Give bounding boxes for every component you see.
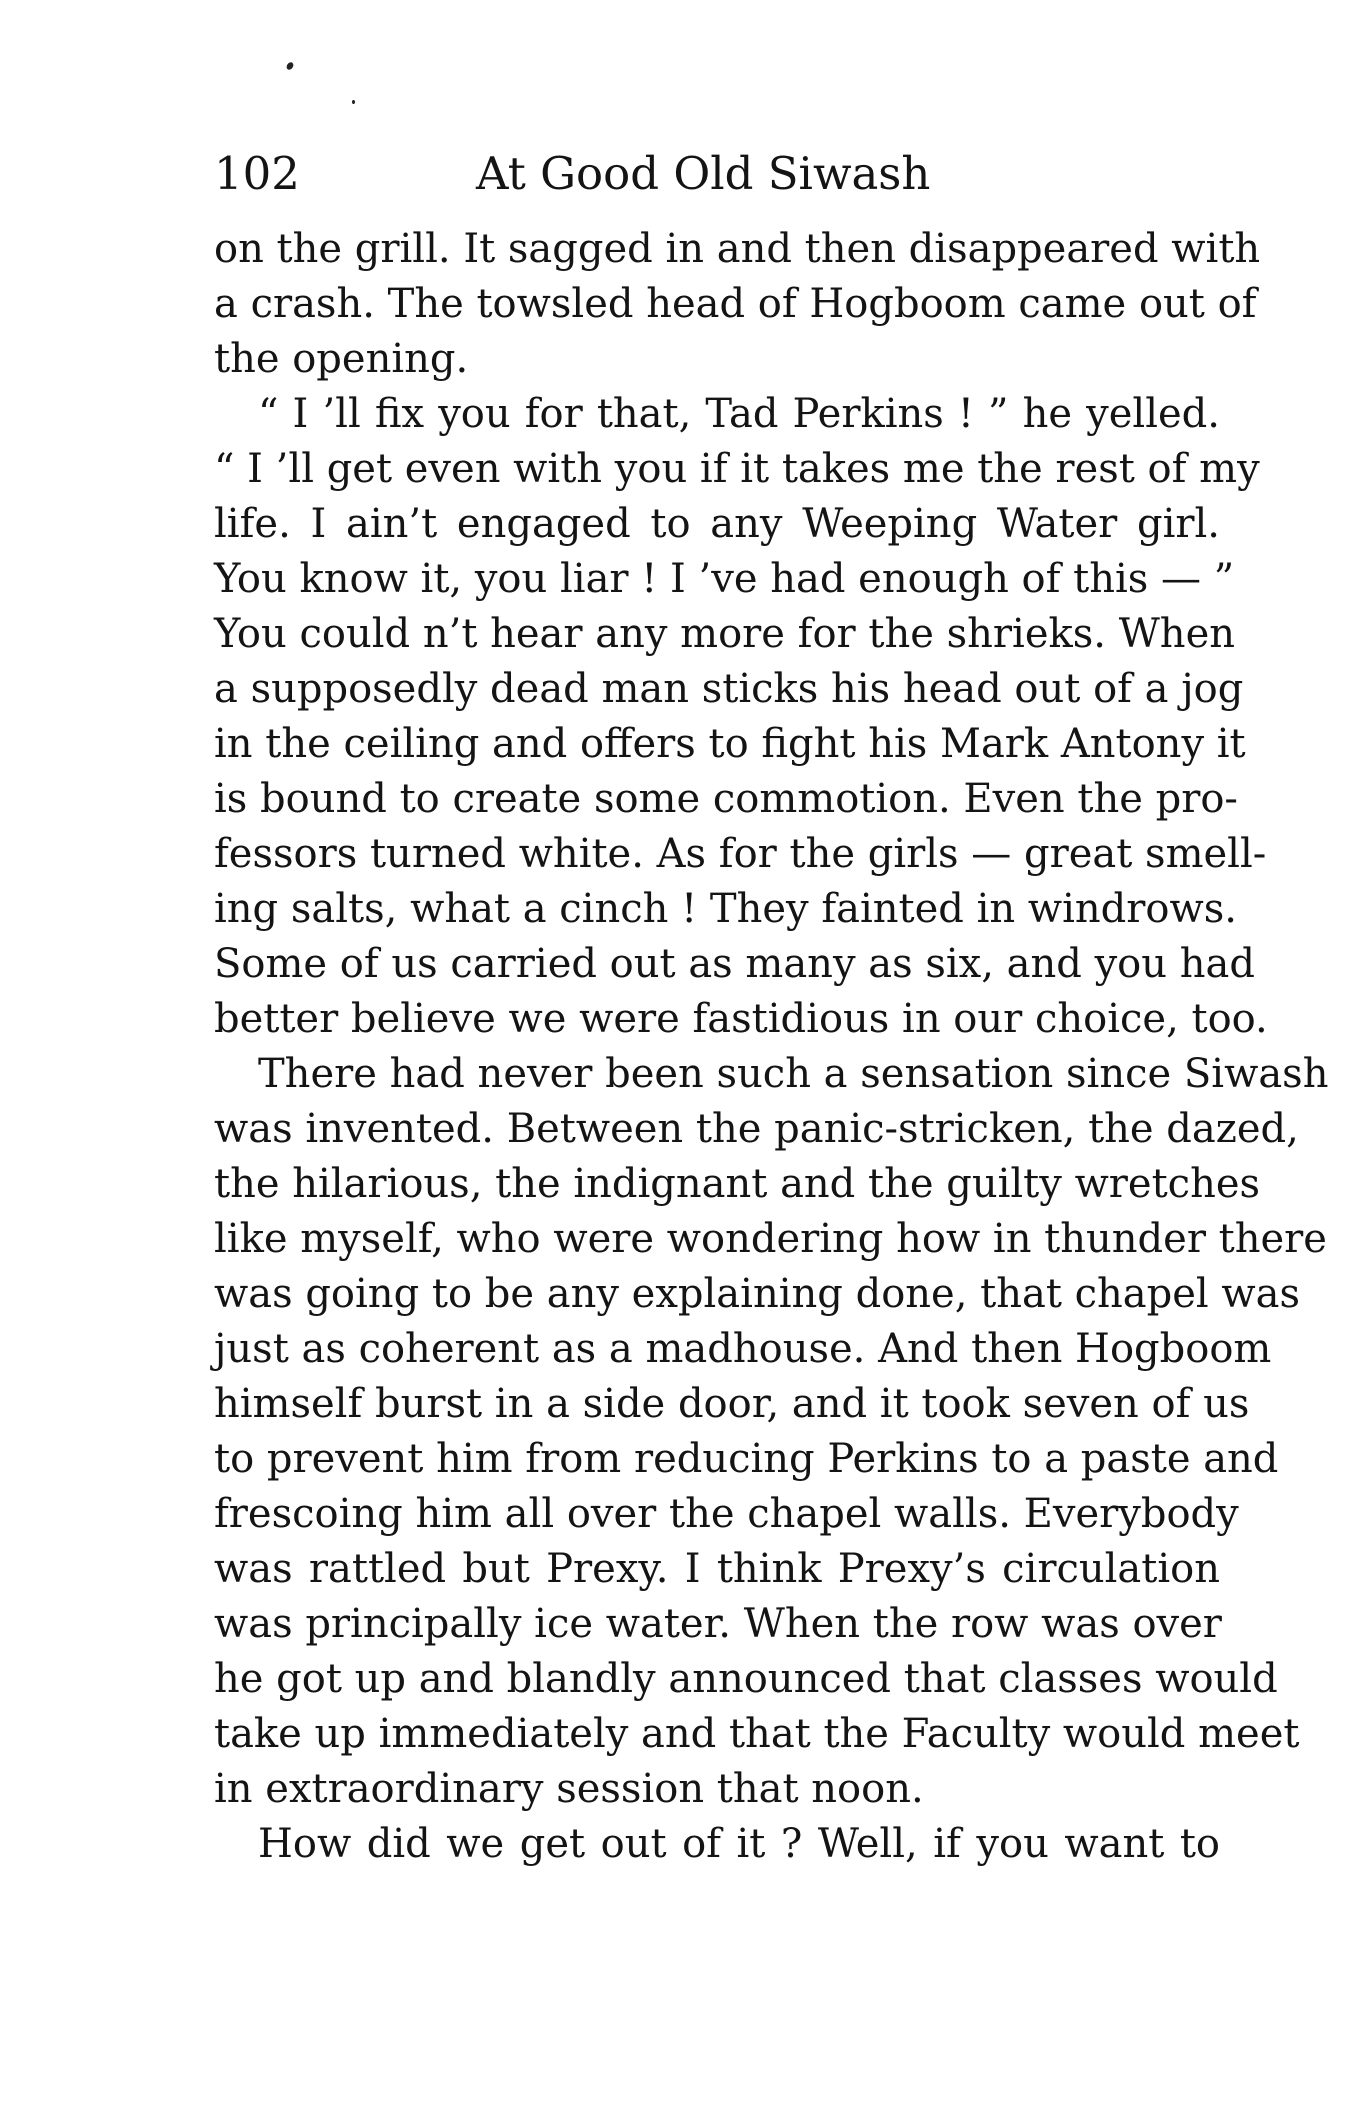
running-title: At Good Old Siwash	[476, 147, 931, 200]
text-line: better believe we were fastidious in our choice, too.	[214, 996, 1268, 1042]
text-line: take up immediately and that the Faculty would meet	[214, 1711, 1300, 1757]
text-line: is bound to create some commotion. Even the pro-	[214, 776, 1238, 822]
text-line: a supposedly dead man sticks his head out of a jog	[214, 666, 1244, 712]
text-line: was principally ice water. When the row was over	[214, 1601, 1222, 1647]
text-line: There had never been such a sensation since Siwash	[258, 1051, 1329, 1097]
text-line: was rattled but Prexy. I think Prexy’s circulation	[214, 1546, 1220, 1592]
ink-speck	[285, 61, 295, 71]
page-header	[214, 142, 1224, 206]
text-line: Some of us carried out as many as six, and you had	[214, 941, 1255, 987]
text-line: “ I ’ll get even with you if it takes me the rest of my	[214, 446, 1260, 492]
text-line: in extraordinary session that noon.	[214, 1766, 924, 1812]
text-line: was going to be any explaining done, that chapel was	[214, 1271, 1301, 1317]
ink-speck	[352, 100, 355, 104]
text-line: You could n’t hear any more for the shrieks. When	[214, 611, 1235, 657]
text-line: You know it, you liar ! I ’ve had enough of this — ”	[214, 556, 1235, 602]
text-line: himself burst in a side door, and it took seven of us	[214, 1381, 1250, 1427]
text-line: frescoing him all over the chapel walls. Everybody	[214, 1491, 1239, 1537]
text-line: on the grill. It sagged in and then disappeared with	[214, 226, 1261, 272]
text-line: life. I ain’t engaged to any Weeping Water girl.	[214, 501, 1220, 547]
text-line: the hilarious, the indignant and the guilty wretches	[214, 1161, 1261, 1207]
text-line: fessors turned white. As for the girls — great smell-	[214, 831, 1267, 877]
text-line: the opening.	[214, 336, 469, 382]
text-line: was invented. Between the panic-stricken, the dazed,	[214, 1106, 1299, 1152]
text-line: “ I ’ll fix you for that, Tad Perkins ! ” he yelled.	[258, 391, 1220, 437]
text-line: to prevent him from reducing Perkins to a paste and	[214, 1436, 1279, 1482]
page-number: 102	[214, 147, 300, 200]
text-line: like myself, who were wondering how in thunder there	[214, 1216, 1327, 1262]
text-line: just as coherent as a madhouse. And then Hogboom	[214, 1326, 1272, 1372]
text-line: in the ceiling and offers to fight his Mark Antony it	[214, 721, 1246, 767]
text-line: How did we get out of it ? Well, if you want to	[258, 1821, 1220, 1867]
body-text	[214, 222, 1329, 1872]
text-line: a crash. The towsled head of Hogboom came out of	[214, 281, 1257, 327]
text-line: ing salts, what a cinch ! They fainted in windrows.	[214, 886, 1237, 932]
text-line: he got up and blandly announced that classes would	[214, 1656, 1278, 1702]
